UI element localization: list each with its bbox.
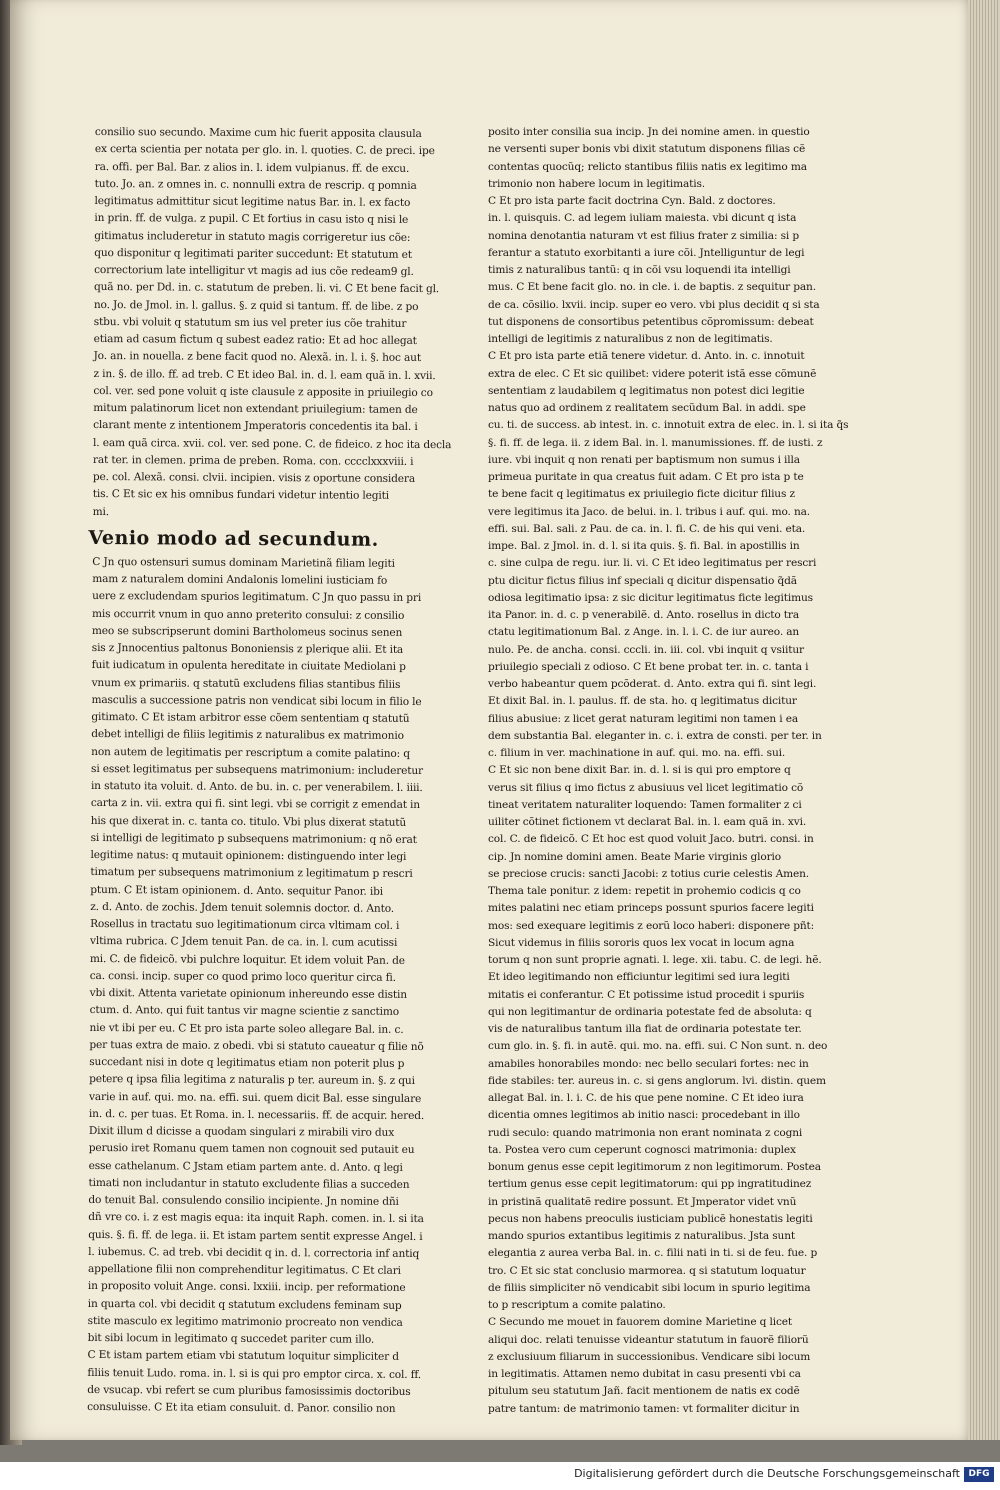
text-line: col. ver. sed pone voluit q iste clausule z apposite in priuilegio co: [93, 384, 433, 399]
text-line: l. iubemus. C. ad treb. vbi decidit q in. d. l. correctoria inf antiq: [88, 1245, 420, 1260]
text-line: mitatis ei conferantur. C Et potissime istud procedit i spuriis: [488, 988, 805, 1001]
text-line: cip. Jn nomine domini amen. Beate Marie virginis glorio: [488, 850, 781, 863]
text-line: mando spurios extantibus legitimis z naturalibus. Jsta sunt: [488, 1230, 796, 1242]
text-line: ra. offi. per Bal. Bar. z alios in. l. idem vulpianus. ff. de excu.: [94, 160, 410, 175]
text-line: C Et istam partem etiam vbi statutum loquitur simpliciter d: [87, 1349, 399, 1364]
text-line: no. Jo. de Jmol. in. l. gallus. §. z quid si tantum. ff. de libe. z po: [93, 298, 419, 313]
page-stack-edge: [968, 0, 1000, 1440]
text-line: patre tantum: de matrimonio tamen: vt formaliter dicitur in: [488, 1402, 800, 1415]
text-line: aliqui doc. relati tenuisse videantur statutum in fauorẽ filiorũ: [488, 1333, 809, 1346]
text-line: §. fi. ff. de lega. ii. z idem Bal. in. l. manumissiones. ff. de iusti. z: [488, 436, 823, 449]
text-line: z. d. Anto. de zochis. Jdem tenuit solemnis doctor. d. Anto.: [90, 900, 395, 915]
text-line: Rosellus in tractatu suo legitimationum circa vltimam col. i: [90, 917, 400, 932]
footer-bar: [0, 1462, 1000, 1490]
dfg-logo: DFG: [964, 1467, 994, 1482]
text-line: mos: sed exequare legitimis z eorũ loco haberi: disponere pñt:: [488, 919, 815, 932]
text-line: se preciose crucis: sancti Jacobi: z totius curie celestis Amen.: [488, 867, 809, 880]
text-line: fide stabiles: ter. aureus in. c. si gens anglorum. lvi. distin. quem: [488, 1074, 826, 1087]
text-line: ferantur a statuto exorbitanti a iure cõi. Jntelliguntur de legi: [488, 246, 805, 259]
text-line: verbo habeantur quem pcõderat. d. Anto. extra qui fi. sint legi.: [488, 678, 817, 690]
text-line: mites palatini nec etiam princeps possunt spurios facere legiti: [488, 902, 814, 915]
left-text-column: [87, 124, 452, 1418]
text-line: varie in auf. qui. mo. na. effi. sui. quem dicit Bal. esse singulare: [89, 1090, 422, 1105]
text-line: de filiis simpliciter nõ vendicabit sibi locum in spurio legitima: [488, 1281, 811, 1294]
text-line: tertium genus esse cepit legitimatorum: qui pp ingratitudinez: [488, 1178, 812, 1191]
text-line: ex certa scientia per notata per glo. in. l. quoties. C. de preci. ipe: [94, 143, 435, 158]
right-column-text: [488, 124, 849, 1418]
text-line: petere q ipsa filia legitima z naturalis p ter. aureum in. §. z qui: [89, 1073, 415, 1088]
text-line: bonum genus esse cepit legitimorum z non legitimorum. Postea: [488, 1161, 821, 1173]
text-line: extra de elec. C Et sic quilibet: videre poterit istã esse cõmunẽ: [488, 367, 817, 380]
text-line: mi.: [92, 505, 110, 518]
text-line: in quarta col. vbi decidit q statutum excludens feminam sup: [87, 1297, 402, 1312]
text-line: his que dixerat in. c. tanta co. titulo. Vbi plus dixerat statutũ: [90, 814, 407, 829]
text-line: debet intelligi de filiis legitimis z naturalibus ex matrimonio: [91, 728, 404, 743]
text-line: Et ideo legitimando non efficiuntur legitimi sed iura legiti: [488, 971, 790, 984]
text-line: in legitimatis. Attamen nemo dubitat in casu presenti vbi ca: [488, 1368, 801, 1380]
text-line: primeua puritate in qua creatus fuit adam. C Et pro ista p te: [488, 471, 804, 483]
text-line: verus sit filius q imo fictus z abusiuus vel licet legitimatio cõ: [488, 781, 804, 794]
left-column-text-before: [92, 124, 452, 523]
text-line: vere legitimus ita Jaco. de belui. in. l. tribus i auf. qui. mo. na.: [488, 505, 811, 518]
text-line: rudi seculo: quando matrimonia non erant nominata z cogni: [488, 1126, 803, 1139]
text-line: mitum palatinorum licet non extendant priuilegium: tamen de: [93, 401, 418, 416]
text-line: Dixit illum d dicisse a quodam singulari z mirabili viro dux: [88, 1124, 395, 1139]
text-line: bit sibi locum in legitimato q succedet pariter cum illo.: [87, 1331, 375, 1346]
text-line: si esset legitimatus per subsequens matrimonium: includeretur: [91, 762, 424, 777]
text-line: fuit iudicatum in opulenta hereditate in ciuitate Mediolani p: [91, 659, 406, 674]
text-line: in. d. c. per tuas. Et Roma. in. l. necessariis. ff. de acquir. hered.: [88, 1107, 425, 1122]
text-line: allegat Bal. in. l. i. C. de his que pene nomine. C Et ideo iura: [488, 1092, 804, 1104]
text-line: natus quo ad ordinem z realitatem secũdum Bal. in addi. spe: [488, 402, 806, 414]
text-line: sis z Jnnocentius paltonus Bononiensis z plerique alii. Et ita: [91, 641, 404, 656]
text-line: consuluisse. C Et ita etiam consuluit. d. Panor. consilio non: [87, 1400, 396, 1415]
text-line: etiam ad casum fictum q subest eadez ratio: Et ad hoc allegat: [93, 332, 417, 347]
text-line: meo se subscripserunt domini Bartholomeus socinus senen: [91, 624, 403, 639]
text-line: Thema tale ponitur. z idem: repetit in prohemio codicis q co: [488, 885, 801, 897]
text-line: z exclusiuum filiarum in successionibus. Vendicare sibi locum: [488, 1350, 811, 1363]
text-line: torum q non sunt proprie agnati. l. lege. xii. tabu. C. de legi. hẽ.: [488, 954, 822, 966]
text-line: in proposito voluit Ange. consi. lxxiii. incip. per reformatione: [87, 1280, 406, 1295]
text-line: trimonio non habere locum in legitimatis.: [488, 177, 706, 190]
text-line: carta z in. vii. extra qui fi. sint legi. vbi se corrigit z emendat in: [90, 797, 421, 812]
text-line: stbu. vbi voluit q statutum sm ius vel preter ius cõe trahitur: [93, 315, 407, 330]
text-line: priuilegio speciali z odioso. C Et bene probat ter. in. c. tanta i: [488, 660, 809, 673]
text-line: correctorium late intelligitur vt magis ad ius cõe redeam9 gl.: [94, 263, 414, 278]
text-line: non autem de legitimatis per rescriptum a comite palatino: q: [91, 745, 410, 760]
text-line: timis z naturalibus tantũ: q in cõi vsu loquendi ita intelligi: [488, 264, 791, 276]
text-line: tut disponens de consortibus petentibus cõpromissum: debeat: [488, 315, 814, 328]
text-line: tuto. Jo. an. z omnes in. c. nonnulli extra de rescrip. q pomnia: [94, 177, 417, 192]
left-column-text-after: [87, 554, 425, 1418]
text-line: in statuto ita voluit. d. Anto. de bu. in. c. per venerabilem. l. iiii.: [90, 779, 423, 795]
text-line: tis. C Et sic ex his omnibus fundari videtur intentio legiti: [92, 488, 390, 503]
text-line: nomina denotantia naturam vt est filius frater z similia: si p: [488, 229, 799, 242]
text-line: mus. C Et bene facit glo. no. in cle. i. de baptis. z sequitur pan.: [488, 281, 816, 294]
text-line: ptum. C Et istam opinionem. d. Anto. sequitur Panor. ibi: [90, 883, 383, 898]
text-line: perusio iret Romanu quem tamen non cognouit sed putauit eu: [88, 1142, 415, 1157]
text-line: ca. consi. incip. super co quod primo loco queritur circa fi.: [89, 969, 396, 984]
text-line: succedant nisi in dote q legitimatus etiam non poterit plus p: [89, 1055, 405, 1070]
text-line: de vsucap. vbi refert se cum pluribus famosissimis doctoribus: [87, 1383, 411, 1398]
footer-credit: Digitalisierung gefördert durch die Deutsche Forschungsgemeinschaft: [574, 1467, 960, 1480]
text-line: do tenuit Bal. consulendo consilio incipiente. Jn nomine dñi: [88, 1193, 399, 1208]
text-line: appellatione filii non comprehenditur legitimatus. C Et clari: [87, 1262, 401, 1277]
text-line: pe. col. Alexã. consi. clvii. incipien. visis z oportune considera: [92, 470, 416, 485]
text-line: qui non legitimantur de ordinaria potestate fed de absoluta: q: [488, 1005, 812, 1018]
text-line: Sicut videmus in filiis sororis quos lex vocat in locum agna: [488, 936, 795, 949]
text-line: gitimato. C Et istam arbitror esse cõem sententiam q statutũ: [91, 710, 410, 725]
text-line: rat ter. in clemen. prima de preben. Roma. con. cccclxxxviii. i: [92, 453, 414, 468]
text-line: sententiam z laudabilem q legitimatus non potest dici legitie: [488, 384, 805, 397]
text-line: C Et pro ista parte facit doctrina Cyn. Bald. z doctores.: [488, 195, 776, 207]
text-line: dem substantia Bal. eleganter in. c. i. extra de consti. per ter. in: [488, 729, 822, 742]
text-line: cum glo. in. §. fi. in autẽ. qui. mo. na. effi. sui. C Non sunt. n. deo: [488, 1040, 828, 1053]
text-line: stite masculo ex legitimo matrimonio procreato non vendica: [87, 1314, 403, 1329]
text-line: per tuas extra de maio. z obedi. vbi si statuto caueatur q filie nõ: [89, 1038, 424, 1053]
text-line: ptu dicitur fictus filius inf speciali q dicitur dispensatio q̃dã: [488, 574, 797, 587]
text-line: ctatu legitimationum Bal. z Ange. in. l. i. C. de iur aureo. an: [488, 626, 800, 639]
text-line: gitimatus includeretur in statuto magis corrigeretur ius cõe:: [94, 229, 411, 244]
text-line: consilio suo secundo. Maxime cum hic fuerit apposita clausula: [94, 125, 422, 140]
text-line: vbi dixit. Attenta varietate opinionum inhereundo esse distin: [89, 986, 407, 1001]
text-line: si intelligi de legitimato p subsequens matrimonium: q nõ erat: [90, 831, 417, 846]
text-line: dicentia omnes legitimos ab initio nasci: procedebant in illo: [488, 1109, 800, 1122]
text-line: impe. Bal. z Jmol. in. d. l. si ita quis. §. fi. Bal. in apostillis in: [488, 540, 800, 552]
text-line: in pristinã qualitatẽ redire possunt. Et Jmperator videt vnũ: [488, 1195, 797, 1208]
text-line: legitimatus admittitur sicut legitime natus Bar. in. l. ex facto: [94, 194, 411, 209]
text-line: clarant mente z intentionem Jmperatoris concedentis ita bal. i: [93, 419, 418, 434]
text-line: Et dixit Bal. in. l. paulus. ff. de sta. ho. q legitimatus dicitur: [488, 695, 797, 708]
text-line: ctum. d. Anto. qui fuit tantus vir magne scientie z sanctimo: [89, 1004, 400, 1019]
text-line: mam z naturalem domini Andalonis lomelini iusticiam fo: [92, 572, 388, 587]
text-line: to p rescriptum a comite palatino.: [488, 1299, 666, 1311]
text-line: z in. §. de illo. ff. ad treb. C Et ideo Bal. in. d. l. eam quã in. l. xvii.: [93, 367, 436, 382]
text-line: contentas quocũq; relicto stantibus filiis natis ex legitimo ma: [488, 160, 807, 173]
text-line: uiliter cõtinet fictionem vt declarat Bal. in. l. eam quã in. xvi.: [488, 816, 807, 828]
text-line: pecus non habens preoculis iusticiam publicẽ honestatis legiti: [488, 1212, 813, 1225]
text-line: Jo. an. in nouella. z bene facit quod no. Alexã. in. l. i. §. hoc aut: [93, 350, 421, 365]
text-line: ita Panor. in. d. c. p venerabilẽ. d. Anto. rosellus in dicto tra: [488, 609, 799, 621]
right-text-column: [488, 124, 849, 1418]
text-line: nie vt ibi per eu. C Et pro ista parte soleo allegare Bal. in. c.: [89, 1021, 404, 1036]
text-line: C Secundo me mouet in fauorem domine Marietine q licet: [488, 1316, 793, 1329]
text-line: C Jn quo ostensuri sumus dominam Marietinã filiam legiti: [92, 555, 395, 570]
text-line: esse cathelanum. C Jstam etiam partem ante. d. Anto. q legi: [88, 1159, 403, 1174]
text-line: C Et pro ista parte etiã tenere videtur. d. Anto. in. c. innotuit: [488, 350, 805, 363]
text-line: vnum ex primariis. q statutũ excludens filias stantibus filiis: [91, 676, 401, 691]
text-line: cu. ti. de success. ab intest. in. c. innotuit extra de elec. in. l. si ita q̃s: [488, 419, 849, 432]
text-line: iure. vbi inquit q non renati per baptismum non sumus i illa: [488, 453, 800, 466]
text-line: te bene facit q legitimatus ex priuilegio ficte dicitur filius z: [488, 488, 795, 501]
text-line: amabiles honorabiles mondo: nec bello seculari fortes: nec in: [488, 1057, 809, 1070]
text-line: C Et sic non bene dixit Bar. in. d. l. si is qui pro emptore q: [488, 764, 791, 777]
text-line: quã no. per Dd. in. c. statutum de preben. li. vi. C Et bene facit gl.: [93, 281, 440, 296]
text-line: l. eam quã circa. xvii. col. ver. sed pone. C. de fideico. z hoc ita decla: [93, 436, 452, 451]
text-line: c. filium in ver. machinatione in auf. qui. mo. na. effi. sui.: [488, 747, 786, 759]
text-line: dñ vre co. i. z est magis equa: ita inquit Raph. comen. in. l. si ita: [88, 1211, 424, 1226]
text-line: c. sine culpa de regu. iur. li. vi. C Et ideo legitimatus per rescri: [488, 557, 817, 570]
text-line: legitime natus: q mutauit opinionem: distinguendo inter legi: [90, 848, 407, 863]
text-line: col. C. de fideicõ. C Et hoc est quod voluit Jaco. butri. consi. in: [488, 833, 814, 846]
text-line: uere z excludendam spurios legitimatum. C Jn quo passu in pri: [92, 590, 422, 605]
text-line: nulo. Pe. de ancha. consi. cccli. in. iii. col. vbi inquit q vsiitur: [488, 643, 804, 656]
text-line: vis de naturalibus tantum illa fiat de ordinaria potestate ter.: [488, 1023, 802, 1035]
text-line: masculis a successione patris non vendicat sibi locum in filio le: [91, 693, 422, 708]
text-line: timatum per subsequens matrimonium z legitimatum p rescri: [90, 866, 413, 881]
text-line: effi. sui. Bal. sali. z Pau. de ca. in. l. fi. C. de his qui veni. eta.: [488, 522, 806, 535]
text-line: mi. C. de fideicõ. vbi pulchre loquitur. Et idem voluit Pan. de: [89, 952, 405, 967]
text-line: tro. C Et sic stat conclusio marmorea. q si statutum loquatur: [488, 1264, 806, 1277]
text-line: odiosa legitimatio ipsa: z sic dicitur legitimatus ficte legitimus: [488, 591, 813, 604]
text-line: quo disponitur q legitimati pariter succedunt: Et statutum et: [94, 246, 412, 261]
text-line: ta. Postea vero cum ceperunt cognosci matrimonia: duplex: [488, 1143, 796, 1156]
text-line: in prin. ff. de vulga. z pupil. C Et fortius in casu isto q nisi le: [94, 212, 409, 227]
text-line: de ca. cõsilio. lxvii. incip. super eo vero. vbi plus decidit q si sta: [488, 298, 820, 311]
text-line: quis. §. fi. ff. de lega. ii. Et istam partem sentit expresse Angel. i: [88, 1228, 423, 1243]
text-line: intelligi de legitimis z naturalibus z non de legitimatis.: [488, 333, 773, 345]
text-line: filiis tenuit Ludo. roma. in. l. si is qui pro emptor circa. x. col. ff.: [87, 1366, 422, 1381]
text-line: vltima rubrica. C Jdem tenuit Pan. de ca. in. l. cum acutissi: [89, 935, 398, 950]
text-line: timati non includantur in statuto excludente filias a succeden: [88, 1176, 410, 1191]
text-line: pitulum seu statutum Jañ. facit mentionem de natis ex codẽ: [488, 1385, 800, 1398]
text-line: posito inter consilia sua incip. Jn dei nomine amen. in questio: [488, 126, 810, 138]
text-line: elegantia z aurea verba Bal. in. c. filii nati in ti. si de feu. fue. p: [488, 1247, 818, 1260]
text-line: in. l. quisquis. C. ad legem iuliam maiesta. vbi dicunt q ista: [488, 212, 797, 225]
text-line: tineat veritatem naturaliter loquendo: Tamen formaliter z ci: [488, 798, 802, 811]
section-heading: Venio modo ad secundum.: [88, 526, 379, 551]
text-line: ne versenti super bonis vbi dixit statutum disponens filias cẽ: [488, 143, 806, 156]
text-line: mis occurrit vnum in quo anno preterito consului: z consilio: [91, 607, 405, 622]
text-line: filius abusiue: z licet gerat naturam legitimi non tamen i ea: [488, 712, 799, 725]
